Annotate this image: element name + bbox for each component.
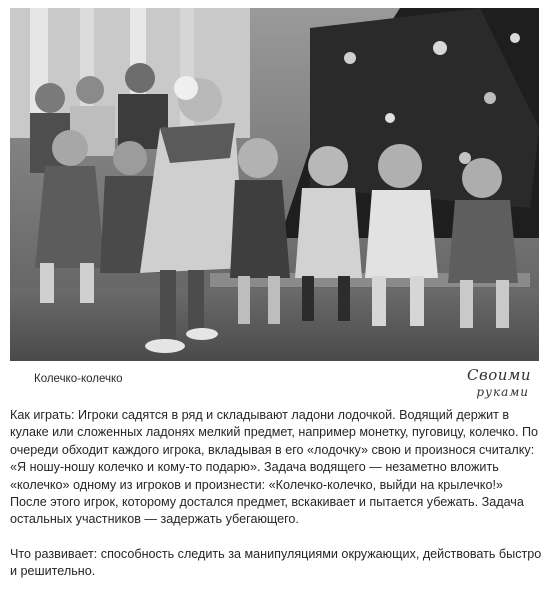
develops-paragraph: Что развивает: способность следить за манипуляциями окружающих, действовать быстро и решительно. (10, 546, 542, 579)
logo-line-1: Своими (467, 366, 531, 384)
caption-row (10, 364, 539, 404)
article-body (10, 407, 542, 581)
photo-illustration (10, 8, 539, 361)
rules-paragraph: Как играть: Игроки садятся в ряд и складывают ладони лодочкой. Водящий держит в кулаке или сложенных ладонях мелкий предмет, например монетку, пуговицу, колечко. По очереди обходит каждого игрока, вкладывая в его «лодочку» свою и произнося считалку: «Я ношу-ношу колечко и кому-то подарю». Задача водящего — незаметно вложить «колечко» одному из игроков и произнести: «Колечко-колечко, выйди на крылечко!» После этого игрок, которому достался предмет, вскакивает и пытается убежать. Задача остальных участников — задержать убегающего. (10, 408, 539, 527)
logo-line-2: руками (476, 385, 529, 399)
game-photo (10, 8, 539, 361)
photo-caption: Колечко-колечко (34, 373, 123, 385)
site-logo (467, 364, 537, 404)
